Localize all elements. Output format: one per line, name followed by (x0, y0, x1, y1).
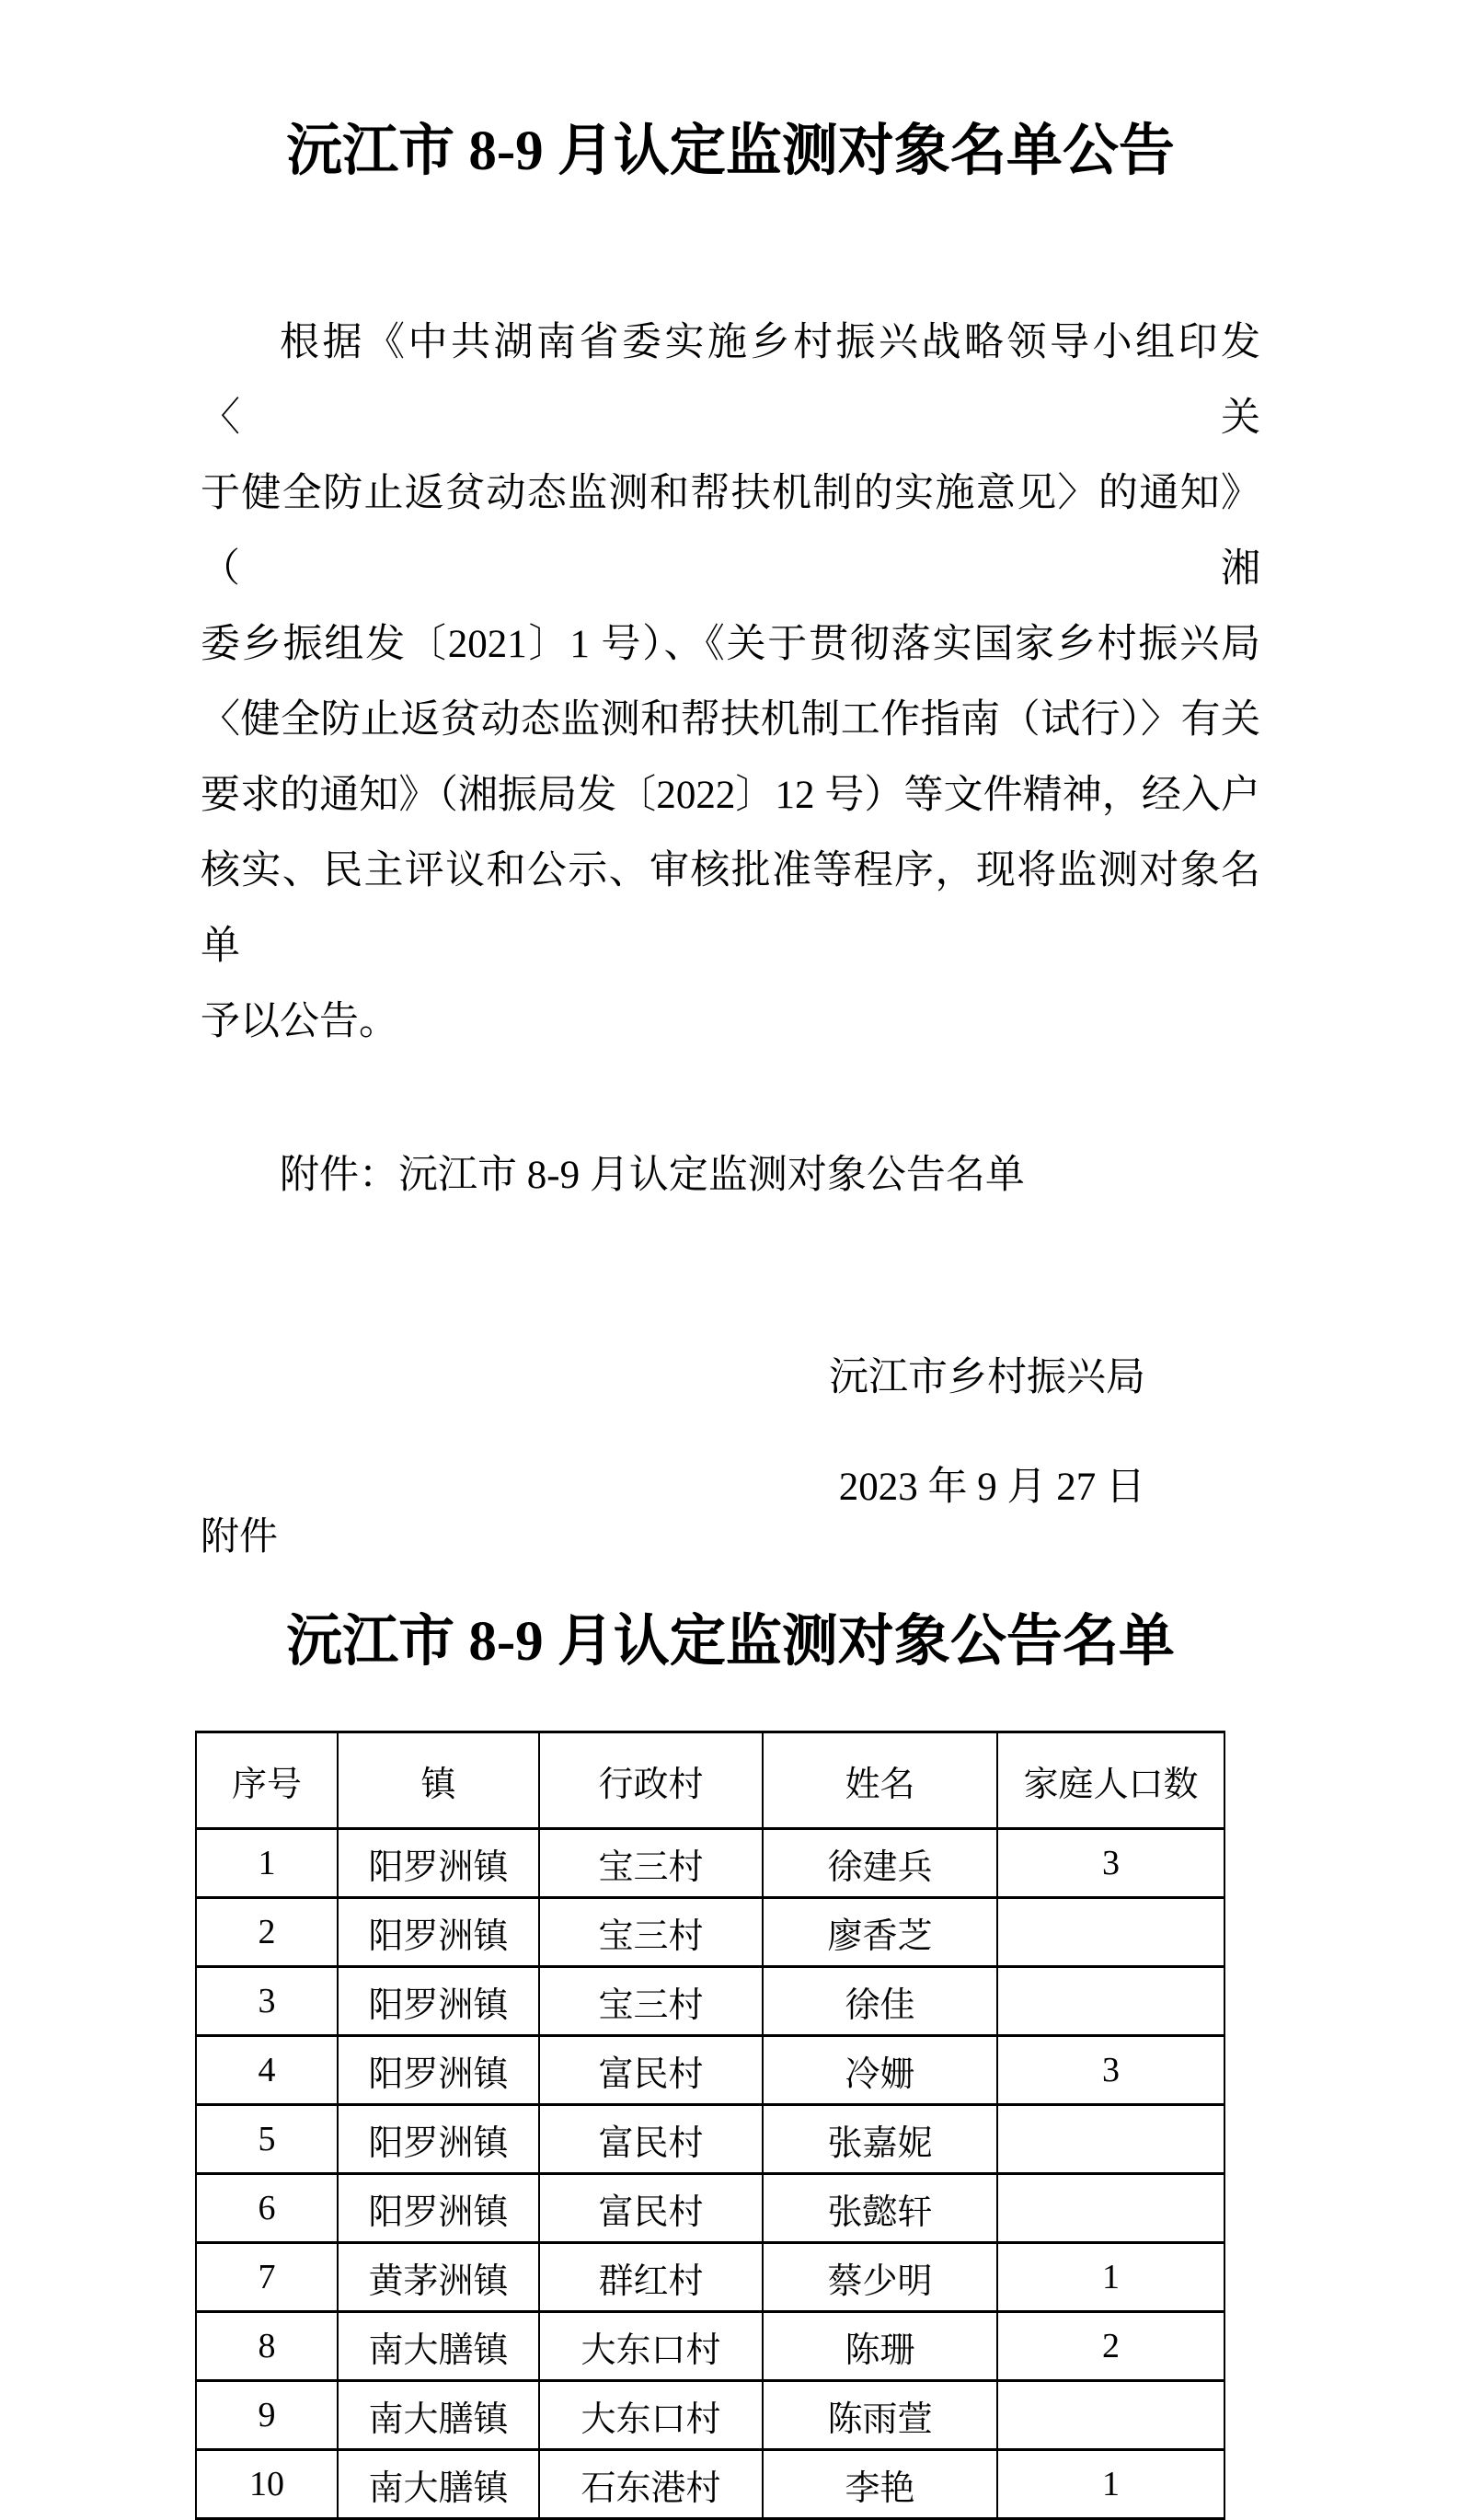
body-line-4: 〈健全防止返贫动态监测和帮扶机制工作指南（试行）〉有关 (201, 698, 1260, 742)
cell-seq: 3 (196, 1967, 338, 2036)
announcement-body (201, 305, 1260, 1060)
cell-seq: 5 (196, 2105, 338, 2174)
col-header-name: 姓名 (763, 1732, 997, 1829)
body-line-1: 根据《中共湖南省委实施乡村振兴战略领导小组印发〈关 (201, 321, 1260, 440)
cell-village: 宝三村 (539, 1898, 763, 1967)
announcement-document-page (0, 109, 1460, 2508)
cell-household: 1 (997, 2450, 1224, 2519)
cell-town: 阳罗洲镇 (338, 1829, 539, 1898)
cell-village: 大东口村 (539, 2381, 763, 2450)
cell-seq: 7 (196, 2243, 338, 2312)
cell-village: 富民村 (539, 2036, 763, 2105)
body-line-5: 要求的通知》（湘振局发〔2022〕12 号）等文件精神，经入户 (201, 774, 1260, 817)
cell-village: 群红村 (539, 2243, 763, 2312)
cell-town: 阳罗洲镇 (338, 2105, 539, 2174)
cell-seq: 9 (196, 2381, 338, 2450)
body-line-6: 核实、民主评议和公示、审核批准等程序，现将监测对象名单 (201, 849, 1260, 968)
cell-village: 宝三村 (539, 1829, 763, 1898)
cell-seq: 10 (196, 2450, 338, 2519)
cell-household: 2 (997, 2312, 1224, 2381)
cell-name: 张嘉妮 (763, 2105, 997, 2174)
cell-seq: 1 (196, 1829, 338, 1898)
cell-household: 3 (997, 1829, 1224, 1898)
col-header-seq: 序号 (196, 1732, 338, 1829)
issuer-name: 沅江市乡村振兴局 (829, 1356, 1145, 1399)
table-row (196, 2036, 1224, 2105)
page-title: 沅江市 8-9 月认定监测对象名单公告 (286, 121, 1175, 182)
body-line-3: 委乡振组发〔2021〕1 号）、《关于贯彻落实国家乡村振兴局 (201, 623, 1260, 666)
cell-name: 廖香芝 (763, 1898, 997, 1967)
cell-town: 阳罗洲镇 (338, 1898, 539, 1967)
issue-date: 2023 年 9 月 27 日 (838, 1466, 1145, 1509)
table-row (196, 1898, 1224, 1967)
cell-name: 陈雨萱 (763, 2381, 997, 2450)
cell-household (997, 1967, 1224, 2036)
cell-name: 冷姗 (763, 2036, 997, 2105)
cell-seq: 4 (196, 2036, 338, 2105)
cell-town: 南大膳镇 (338, 2381, 539, 2450)
table-row (196, 2312, 1224, 2381)
cell-village: 富民村 (539, 2105, 763, 2174)
body-line-7: 予以公告。 (201, 1000, 398, 1043)
table-row (196, 2105, 1224, 2174)
cell-household: 1 (997, 2243, 1224, 2312)
col-header-household: 家庭人口数 (997, 1732, 1224, 1829)
table-row (196, 2174, 1224, 2243)
cell-seq: 6 (196, 2174, 338, 2243)
cell-name: 陈珊 (763, 2312, 997, 2381)
col-header-town: 镇 (338, 1732, 539, 1829)
cell-town: 南大膳镇 (338, 2450, 539, 2519)
table-row (196, 1829, 1224, 1898)
cell-household (997, 1898, 1224, 1967)
cell-household (997, 2381, 1224, 2450)
col-header-village: 行政村 (539, 1732, 763, 1829)
cell-town: 阳罗洲镇 (338, 2036, 539, 2105)
cell-name: 李艳 (763, 2450, 997, 2519)
cell-village: 富民村 (539, 2174, 763, 2243)
cell-name: 徐佳 (763, 1967, 997, 2036)
table-row (196, 2381, 1224, 2450)
cell-town: 南大膳镇 (338, 2312, 539, 2381)
cell-seq: 2 (196, 1898, 338, 1967)
cell-town: 黄茅洲镇 (338, 2243, 539, 2312)
attachment-reference: 附件：沅江市 8-9 月认定监测对象公告名单 (280, 1154, 1025, 1197)
cell-village: 宝三村 (539, 1967, 763, 2036)
cell-name: 徐建兵 (763, 1829, 997, 1898)
table-header-row (196, 1732, 1224, 1829)
cell-name: 张懿轩 (763, 2174, 997, 2243)
cell-town: 阳罗洲镇 (338, 2174, 539, 2243)
cell-name: 蔡少明 (763, 2243, 997, 2312)
cell-household (997, 2174, 1224, 2243)
cell-village: 大东口村 (539, 2312, 763, 2381)
table-row (196, 2243, 1224, 2312)
cell-village: 石东港村 (539, 2450, 763, 2519)
cell-town: 阳罗洲镇 (338, 1967, 539, 2036)
table-row (196, 2450, 1224, 2519)
monitoring-objects-table (195, 1731, 1225, 2520)
table-row (196, 1967, 1224, 2036)
cell-seq: 8 (196, 2312, 338, 2381)
attachment-title: 沅江市 8-9 月认定监测对象公告名单 (286, 1611, 1175, 1673)
attachment-label: 附件 (201, 1514, 279, 1558)
cell-household (997, 2105, 1224, 2174)
body-line-2: 于健全防止返贫动态监测和帮扶机制的实施意见〉的通知》（湘 (201, 472, 1260, 591)
cell-household: 3 (997, 2036, 1224, 2105)
table-body (196, 1829, 1224, 2519)
